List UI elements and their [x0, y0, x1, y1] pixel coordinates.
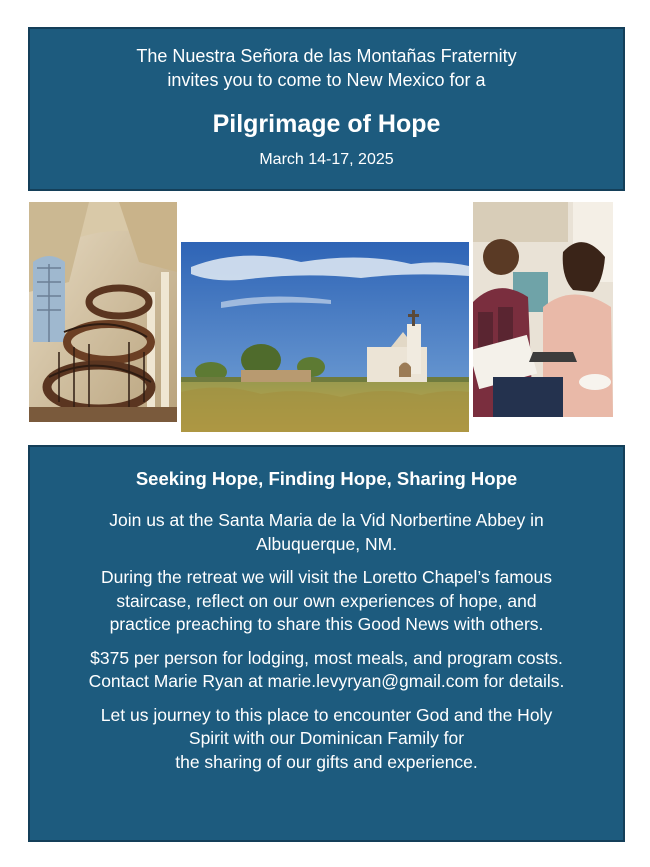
- location-line: Albuquerque, NM.: [255, 533, 398, 554]
- closing-line: Let us journey to this place to encounter God and the Holy: [100, 704, 553, 725]
- closing-line: the sharing of our gifts and experience.: [175, 751, 478, 772]
- event-dates: March 14-17, 2025: [259, 151, 394, 168]
- retreat-line: staircase, reflect on our own experiences of hope, and: [116, 590, 537, 611]
- contact-line: Contact Marie Ryan at marie.levyryan@gmail.com for details.: [88, 671, 565, 691]
- abbey-landscape-photo: [181, 242, 469, 432]
- invitation-header-panel: [28, 27, 625, 191]
- fraternity-line: The Nuestra Señora de las Montañas Fraternity: [136, 46, 517, 66]
- couple-reading-photo: [473, 202, 613, 417]
- location-paragraph: [30, 509, 623, 556]
- retreat-line: During the retreat we will visit the Loretto Chapel’s famous: [100, 567, 552, 587]
- retreat-line: practice preaching to share this Good News with others.: [109, 614, 544, 634]
- location-line: Join us at the Santa Maria de la Vid Norbertine Abbey in: [109, 510, 544, 530]
- closing-paragraph: [30, 704, 623, 775]
- cost-contact-paragraph: [30, 647, 623, 694]
- closing-line: Spirit with our Dominican Family for: [188, 728, 465, 748]
- event-title: Pilgrimage of Hope: [212, 110, 441, 138]
- retreat-paragraph: [30, 566, 623, 637]
- cost-line: $375 per person for lodging, most meals, and program costs.: [90, 647, 563, 668]
- invite-line: invites you to come to New Mexico for a: [167, 70, 486, 90]
- details-panel: [28, 445, 625, 842]
- theme-heading: Seeking Hope, Finding Hope, Sharing Hope: [135, 468, 518, 489]
- spiral-staircase-photo: [29, 202, 177, 422]
